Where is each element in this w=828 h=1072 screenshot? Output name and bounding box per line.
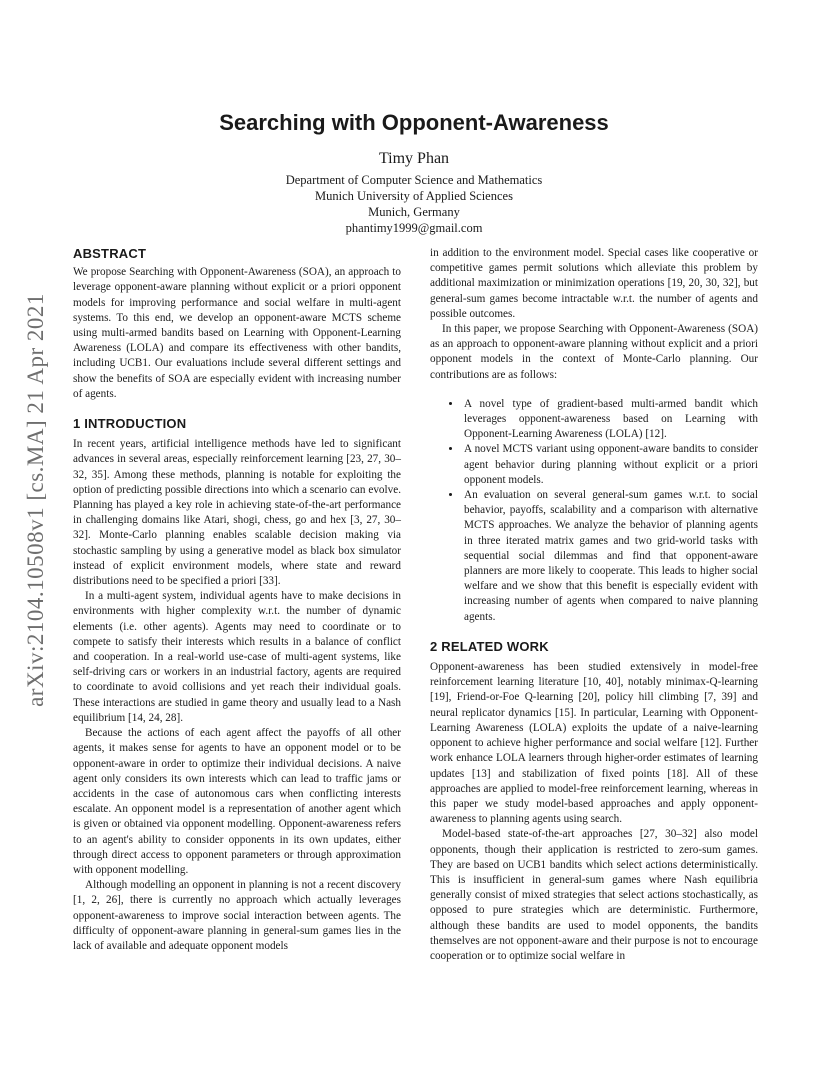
left-column [73, 246, 401, 954]
contributions-list [430, 397, 758, 625]
introduction-heading: 1 INTRODUCTION [73, 416, 187, 432]
affiliation-department: Department of Computer Science and Mathematics [285, 173, 543, 187]
author-name: Timy Phan [378, 150, 450, 167]
related-work-paragraph: Model-based state-of-the-art approaches [27, 30–32] also model opponents, though their application is restricted to zero-sum games. They are based on UCB1 bandits which select actions deterministically. This is insufficient in general-sum games where Nash equilibria generally consist of mixed strategies that select actions stochastically, as opposed to pure strategies which are deterministic. Furthermore, although these bandits are used to model opponents, the bandits themselves are not opponent-aware and their purpose is not to encourage cooperation or to optimize social welfare in [430, 828, 758, 962]
related-work-heading: 2 RELATED WORK [430, 638, 549, 654]
intro-paragraph: Although modelling an opponent in planning is not a recent discovery [1, 2, 26], there is currently no approach which actually leverages opponent-awareness to improve social interaction between agents. The difficulty of opponent-aware planning in general-sum games lies in the lack of available and adequate opponent models [73, 879, 401, 952]
abstract-text: We propose Searching with Opponent-Awareness (SOA), an approach to leverage opponent-aware planning without explicit or a priori opponent models for improving performance and social welfare in multi-agent systems. To this end, we develop an opponent-aware MCTS scheme using multi-armed bandits based on Learning with Opponent-Learning Awareness (LOLA) and compare its effectiveness with other bandits, including UCB1. Our evaluations include several different settings and show the benefits of SOA are especially evident with increasing number of agents. [73, 266, 401, 400]
abstract-heading: ABSTRACT [73, 246, 147, 261]
affiliation-university: Munich University of Applied Sciences [315, 189, 513, 203]
arxiv-identifier: arXiv:2104.10508v1 [cs.MA] 21 Apr 2021 [23, 293, 48, 707]
contribution-item: • A novel type of gradient-based multi-armed bandit which leverages opponent-awareness based on Learning with Opponent-Learning Awareness (LOLA) [12]. [462, 397, 758, 443]
author-email: phantimy1999@gmail.com [345, 221, 483, 235]
arxiv-sidebar [12, 280, 60, 720]
related-work-paragraph: Opponent-awareness has been studied extensively in model-free reinforcement learning literature [10, 40], notably minimax-Q-learning [19], Friend-or-Foe Q-learning [20], policy hill climbing [7, 39] and neural replicator dynamics [15]. In particular, Learning with Opponent-Learning Awareness (LOLA) exploits the update of a naive-learning opponent to achieve higher performance and social welfare [12]. Further work enhance LOLA learners through higher-order estimates of learning updates [13] and stabilization of fixed points [18]. All of these approaches are applied to model-free reinforcement learning, whereas in this paper we study model-based approaches and apply opponent-awareness to planning agents using search. [430, 661, 758, 826]
intro-paragraph: In a multi-agent system, individual agents have to make decisions in environments with higher complexity w.r.t. the number of dynamic elements (i.e. other agents). Agents may need to coordinate or to compete to satisfy their interests which results in a balance of conflict and cooperation. In a real-world use-case of multi-agent systems, like self-driving cars or workers in an industrial factory, agents are required to coordinate to avoid collisions and yet reach their individual goals. These interactions are studied in game theory and usually lead to a Nash equilibrium [14, 24, 28]. [73, 590, 401, 724]
author-affiliation [0, 172, 828, 236]
intro-proposal: In this paper, we propose Searching with Opponent-Awareness (SOA) as an approach to opponent-aware planning without explicit and a priori opponent models in the context of Monte-Carlo planning. Our contributions are as follows: [430, 323, 758, 381]
contribution-item: • An evaluation on several general-sum games w.r.t. to social behavior, payoffs, scalability and a comparison with alternative MCTS approaches. We analyze the behavior of planning agents in three iterated matrix games and two grid-world tasks with sequential social dilemmas and find that opponent-aware planners are more likely to cooperate. This leads to higher social welfare and we show that this benefit is especially evident with increasing number of agents when compared to naive planning agents. [462, 488, 758, 625]
paper-title: Searching with Opponent-Awareness [219, 110, 609, 135]
intro-paragraph: In recent years, artificial intelligence methods have led to significant advances in several areas, especially reinforcement learning [23, 27, 30–32, 35]. Among these methods, planning is notable for exploiting the option of predicting possible directions into which a scenario can evolve. Planning has played a key role in achieving state-of-the-art performance in challenging domains like Atari, shogi, chess, go and hex [3, 27, 30–32]. Monte-Carlo planning enables scalable decision making via stochastic sampling by using a generative model as black box simulator instead of explicit environment models, where state and reward distributions need to be specified a priori [33]. [73, 438, 401, 588]
intro-paragraph: Because the actions of each agent affect the payoffs of all other agents, it makes sense for agents to have an opponent model or to be opponent-aware in order to optimize their individual decisions. A naive agent only considers its own interests which can lead to traffic jams or accidents in the case of autonomous cars when conflicting interests escalate. An opponent model is a representation of another agent which is given or obtained via opponent modelling. Opponent-awareness refers to an agent's ability to consider opponents in its own updates, either through direct access to opponent parameters or through approximation with opponent modelling. [73, 727, 401, 876]
right-column [430, 246, 758, 964]
affiliation-location: Munich, Germany [368, 205, 460, 219]
contribution-item: • A novel MCTS variant using opponent-aware bandits to consider agent behavior during planning without explicit or a priori opponent models. [462, 442, 758, 488]
intro-continuation: in addition to the environment model. Special cases like cooperative or competitive games permit solutions which alleviate this problem by additional maximization or minimization operations [19, 20, 30, 32], but general-sum games become intractable w.r.t. the number of agents and possible outcomes. [430, 247, 758, 320]
